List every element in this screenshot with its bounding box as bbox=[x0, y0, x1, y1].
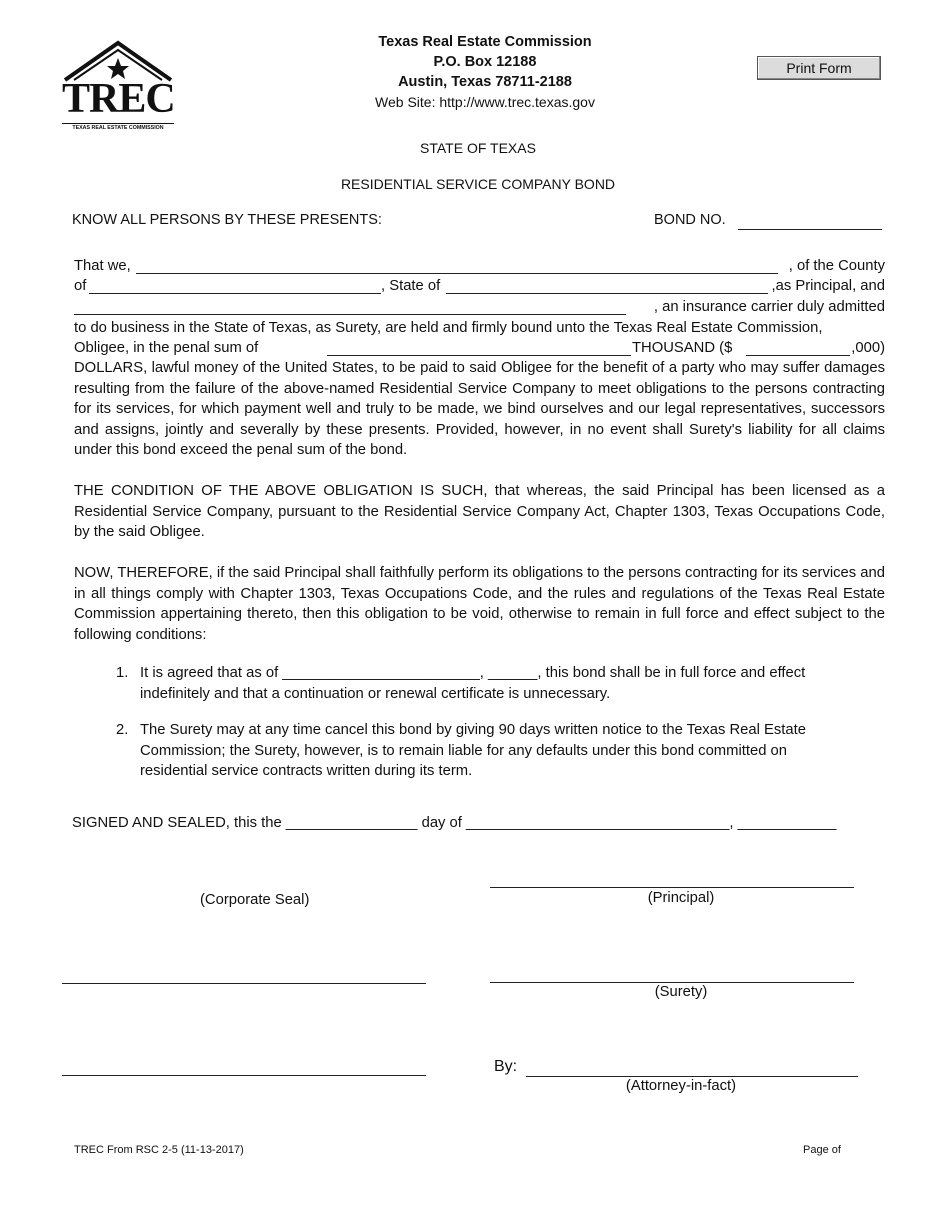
item-text: It is agreed that as of ________________________, ______, this bond shall be in full force and effect indefinitely and that a continuation or renewal certificate is unnecessary. bbox=[140, 665, 806, 702]
of-county-label: , of the County bbox=[788, 258, 885, 274]
principal-label: (Principal) bbox=[647, 890, 715, 906]
attorney-signature-line[interactable] bbox=[526, 1076, 858, 1077]
org-name: Texas Real Estate Commission bbox=[378, 34, 592, 50]
party-row-3 bbox=[74, 297, 885, 317]
signed-sealed-line: SIGNED AND SEALED, this the ________________ day of ________________________________, ____________ bbox=[72, 815, 837, 831]
witness-signature-line-1[interactable] bbox=[62, 983, 426, 984]
logo-subtext: TEXAS REAL ESTATE COMMISSION bbox=[62, 123, 174, 131]
insurance-carrier-label: , an insurance carrier duly admitted bbox=[653, 299, 885, 315]
obligee-label: Obligee, in the penal sum of bbox=[74, 340, 259, 356]
trec-logo bbox=[62, 40, 174, 135]
penal-sum-words-field[interactable] bbox=[327, 335, 631, 356]
that-we-label: That we, bbox=[74, 258, 131, 274]
bond-body-paragraph: DOLLARS, lawful money of the United States, to be paid to said Obligee for the benefit of a party who may suffer damages resulting from the failure of the above-named Residential Service Company to meet obligations to the persons contracting for its services, for which payment well and truly to be made, we bind ourselves and our legal representatives, successors and assigns, jointly and severally by these presents. Provided, however, in no event shall Surety's liability for all claims under this bond exceed the penal sum of the bond. bbox=[74, 360, 885, 458]
attorney-label: (Attorney-in-fact) bbox=[625, 1078, 737, 1094]
penal-sum-amount-field[interactable] bbox=[746, 335, 850, 356]
principal-signature-line[interactable] bbox=[490, 887, 854, 888]
condition-paragraph: THE CONDITION OF THE ABOVE OBLIGATION IS SUCH, that whereas, the said Principal has been licensed as a Residential Service Company, pursuant to the Residential Service Company Act, Chapter 1303, Texas Occupations Code, by the said Obligee. bbox=[74, 483, 885, 540]
state-heading: STATE OF TEXAS bbox=[420, 140, 536, 156]
org-header bbox=[300, 32, 670, 112]
state-field[interactable] bbox=[446, 273, 768, 294]
as-principal-label: ,as Principal, and bbox=[771, 278, 885, 294]
county-field[interactable] bbox=[89, 273, 381, 294]
page-number: Page of bbox=[803, 1144, 841, 1156]
state-of-label: , State of bbox=[381, 278, 441, 294]
po-box: P.O. Box 12188 bbox=[433, 54, 537, 70]
party-row-2 bbox=[74, 276, 885, 296]
of-label: of bbox=[74, 278, 87, 294]
print-form-button[interactable]: Print Form bbox=[757, 56, 881, 80]
witness-signature-line-2[interactable] bbox=[62, 1075, 426, 1076]
surety-bound-text: to do business in the State of Texas, as Surety, are held and firmly bound unto the Texas Real Estate Commission, bbox=[74, 320, 823, 336]
form-identifier: TREC From RSC 2-5 (11-13-2017) bbox=[74, 1144, 244, 1156]
penal-sum-row bbox=[74, 338, 885, 358]
know-all-label: KNOW ALL PERSONS BY THESE PRESENTS: bbox=[72, 212, 382, 228]
bond-number-label: BOND NO. bbox=[654, 212, 726, 228]
corporate-seal-label: (Corporate Seal) bbox=[200, 892, 310, 908]
logo-text: TREC bbox=[62, 76, 175, 122]
surety-label: (Surety) bbox=[654, 984, 708, 1000]
item-text: The Surety may at any time cancel this bond by giving 90 days written notice to the Texas Real Estate Commission; the Surety, however, is to remain liable for any defaults under this bond committed on residential service contracts written during its term. bbox=[140, 722, 806, 779]
by-label: By: bbox=[494, 1058, 518, 1075]
city-address: Austin, Texas 78711-2188 bbox=[398, 74, 572, 90]
item-number: 1. bbox=[116, 665, 129, 681]
website: Web Site: http://www.trec.texas.gov bbox=[375, 94, 595, 110]
principal-name-field[interactable] bbox=[136, 253, 778, 274]
thousand-end-label: ,000) bbox=[851, 340, 885, 356]
surety-name-field[interactable] bbox=[74, 294, 626, 315]
now-therefore-paragraph: NOW, THEREFORE, if the said Principal shall faithfully perform its obligations to the persons contracting for its services and in all things comply with Chapter 1303, Texas Occupations Code, and the rules and regulations of the Texas Real Estate Commission appertaining thereto, then this obligation to be void, otherwise to remain in full force and effect subject to the following conditions: bbox=[74, 565, 885, 643]
bond-number-field[interactable] bbox=[738, 229, 882, 230]
thousand-label: THOUSAND ($ bbox=[632, 340, 733, 356]
surety-signature-line[interactable] bbox=[490, 982, 854, 983]
item-number: 2. bbox=[116, 722, 129, 738]
form-title: RESIDENTIAL SERVICE COMPANY BOND bbox=[340, 176, 616, 192]
